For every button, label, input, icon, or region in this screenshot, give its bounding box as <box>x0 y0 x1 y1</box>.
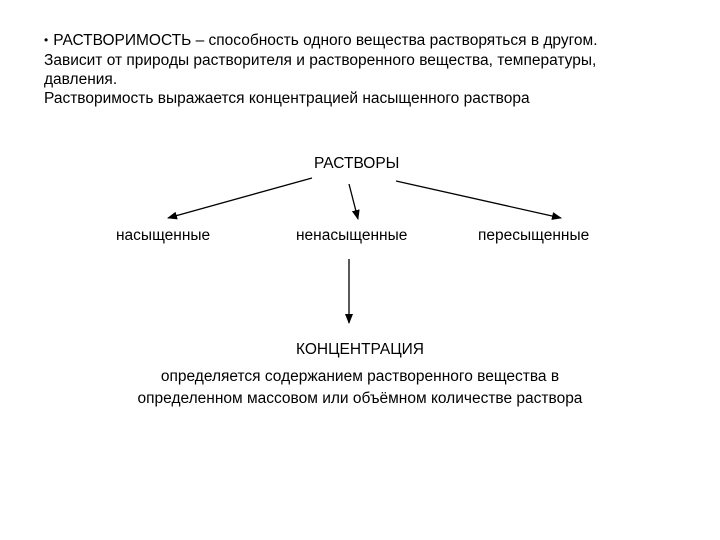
intro-line-4: Растворимость выражается концентрацией насыщенного раствора <box>44 90 530 107</box>
solubility-term: РАСТВОРИМОСТЬ <box>53 32 192 49</box>
solubility-definition: – способность одного вещества растворяться в другом. <box>191 32 598 49</box>
concentration-title-text: КОНЦЕНТРАЦИЯ <box>295 341 424 358</box>
arrow-to-unsaturated <box>349 184 358 219</box>
bullet-icon: • <box>44 33 49 47</box>
intro-line-3: давления. <box>44 71 118 88</box>
unsaturated-node: ненасыщенные <box>296 227 408 244</box>
saturated-node: насыщенные <box>116 227 211 244</box>
supersaturated-node: пересыщенные <box>478 227 590 244</box>
concentration-title <box>0 341 720 359</box>
concentration-desc-line-1: определяется содержанием растворенного вещества в <box>160 368 560 385</box>
concentration-description <box>0 366 720 410</box>
solutions-root-node: РАСТВОРЫ <box>314 155 400 172</box>
concentration-desc-line-2: определенном массовом или объёмном количестве раствора <box>137 390 583 407</box>
intro-line-2: Зависит от природы растворителя и растворенного вещества, температуры, <box>44 52 597 69</box>
arrow-to-supersaturated <box>396 181 561 218</box>
arrow-to-saturated <box>168 178 312 218</box>
